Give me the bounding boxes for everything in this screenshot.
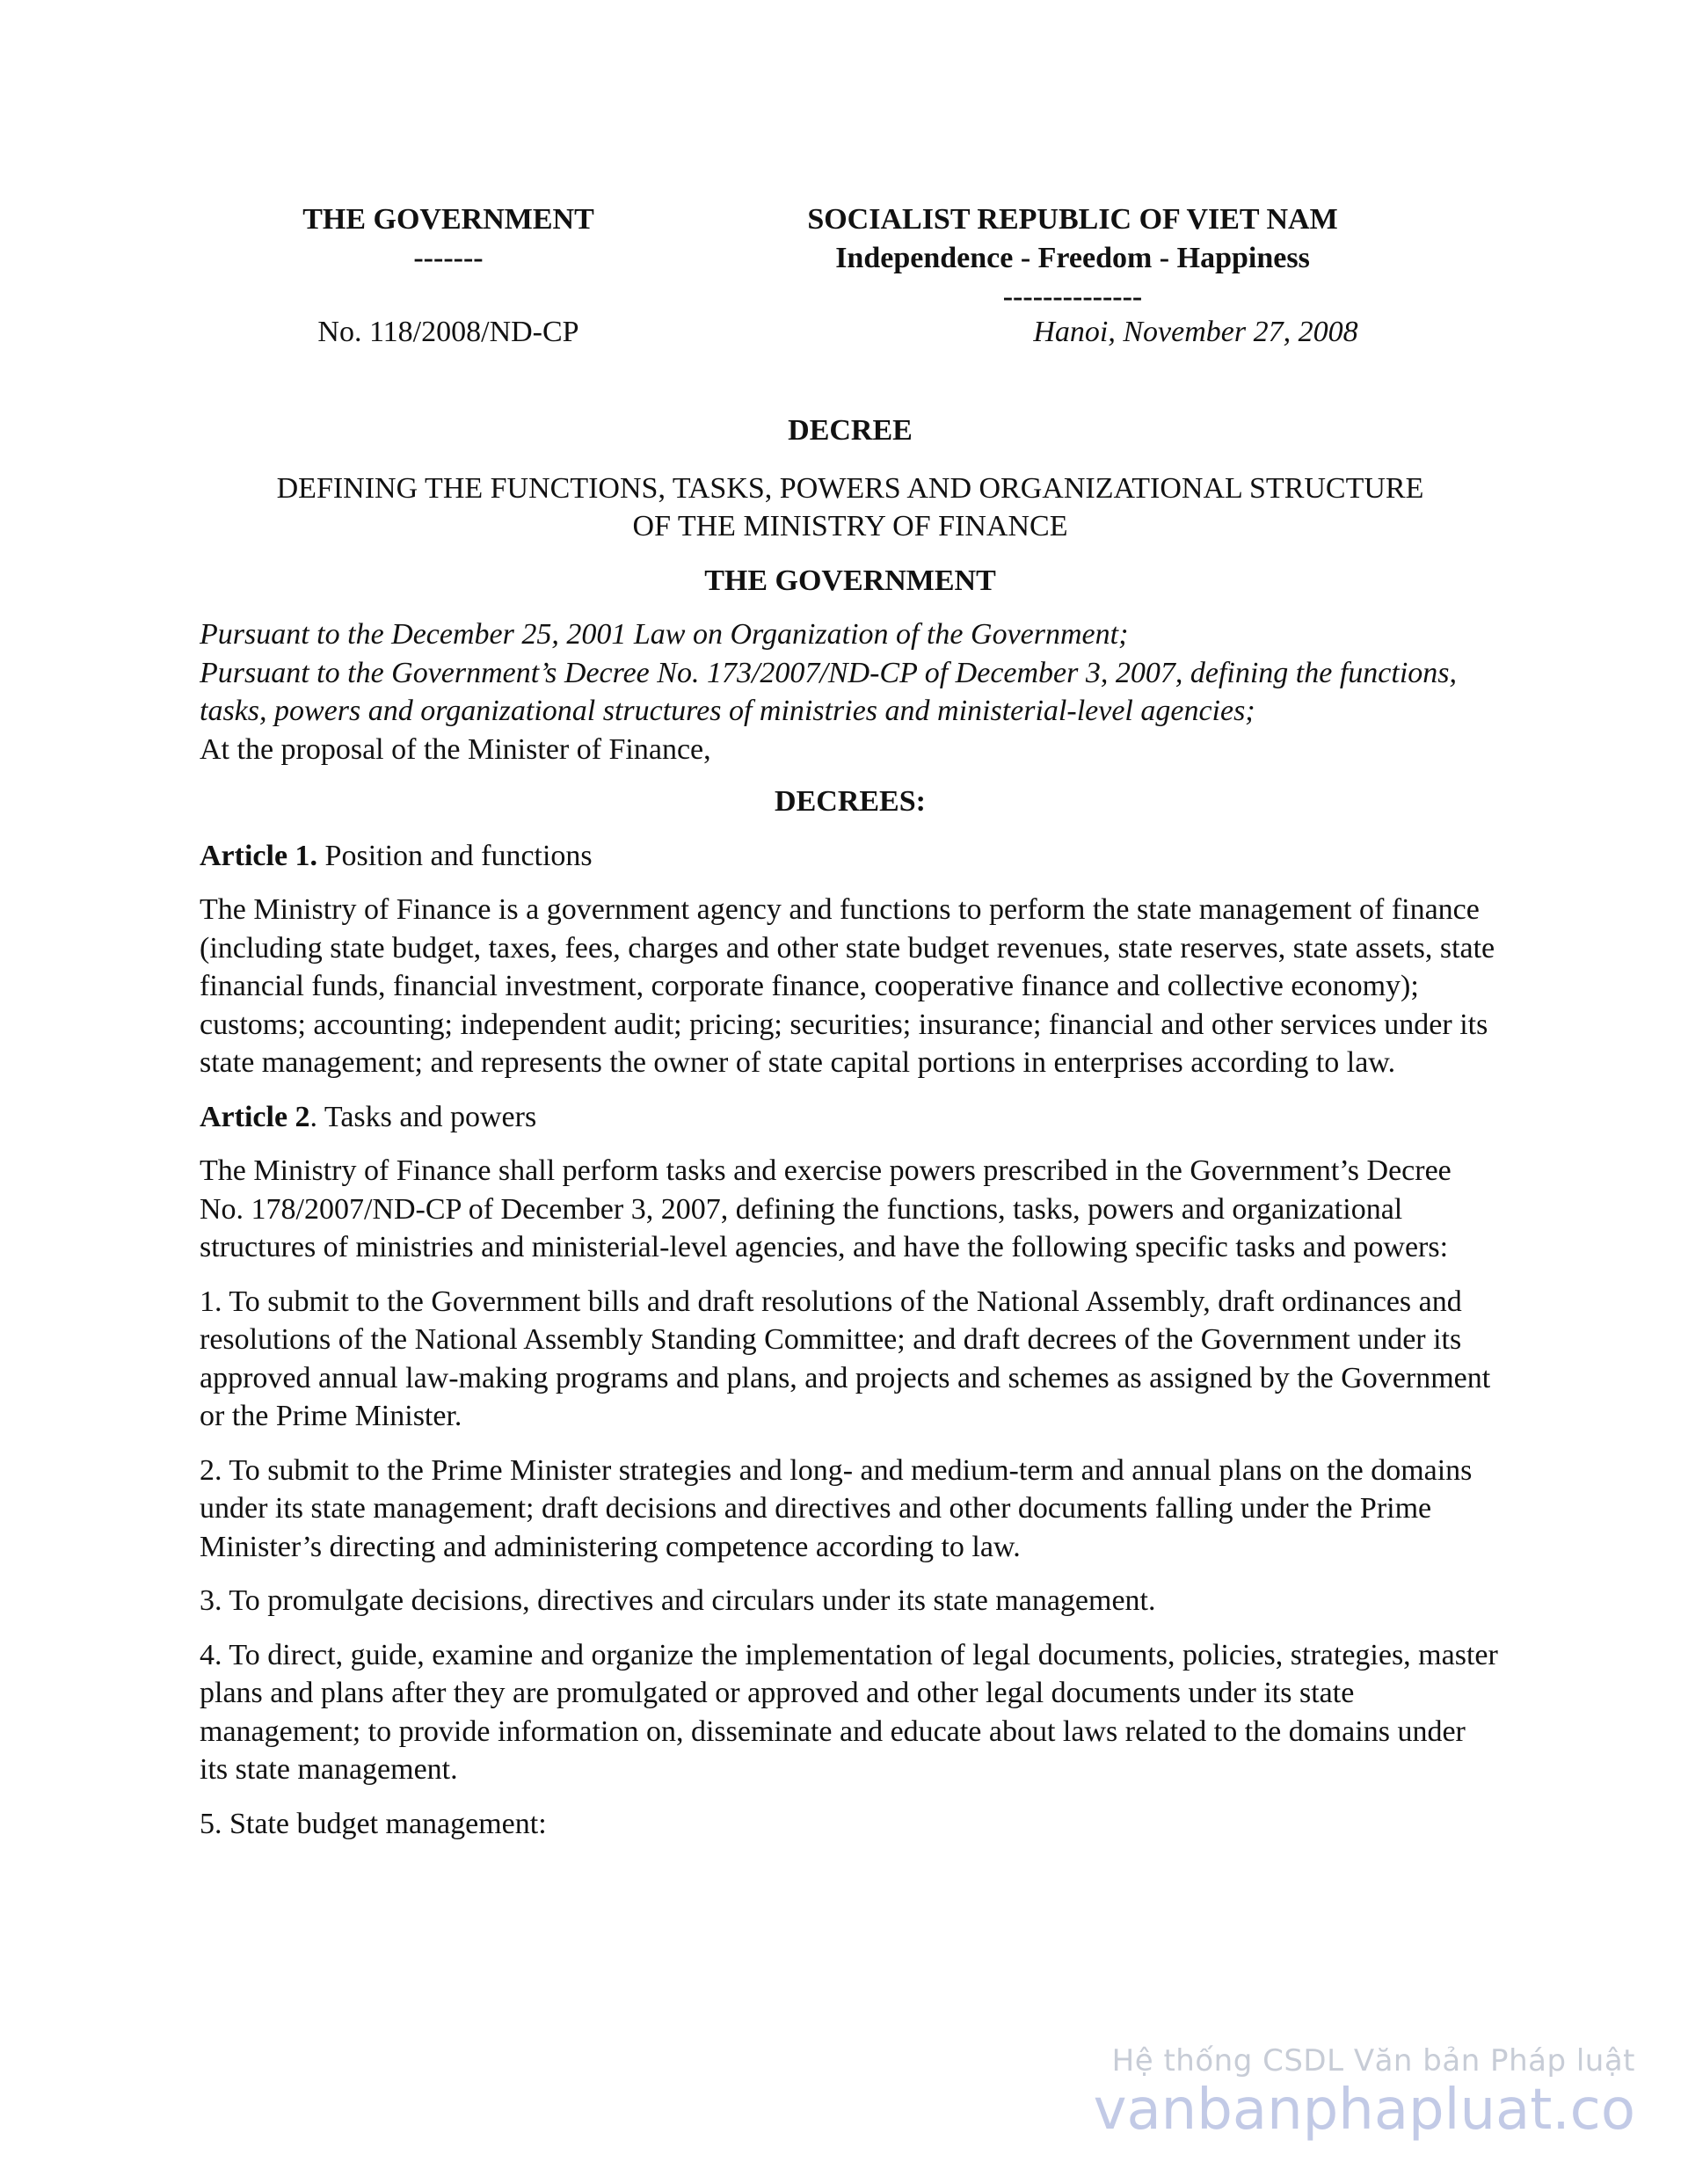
preamble-line: Pursuant to the December 25, 2001 Law on Organization of the Government; bbox=[200, 618, 1129, 651]
list-item: 5. State budget management: bbox=[200, 1807, 547, 1840]
document-date: Hanoi, November 27, 2008 bbox=[1033, 316, 1358, 348]
decree-subtitle-line1: DEFINING THE FUNCTIONS, TASKS, POWERS AND ORGANIZATIONAL STRUCTURE bbox=[276, 471, 1424, 505]
document-header bbox=[0, 200, 1688, 368]
article-2-text: The Ministry of Finance shall perform tasks and exercise powers prescribed in the Government’s Decree No. 178/2007/ND-CP of December 3, 2007, defining the functions, tasks, powers and organizational structures of ministries and ministerial-level agencies, and have the following specific tasks and powers: bbox=[200, 1154, 1452, 1263]
list-item: 1. To submit to the Government bills and draft resolutions of the National Assembly, draft ordinances and resolutions of the National Assembly Standing Committee; and draft decrees of the Government under its approved annual law-making programs and plans, and projects and schemes as assigned by the Government or the Prime Minister. bbox=[200, 1285, 1491, 1432]
issuer-separator: ------- bbox=[413, 242, 484, 274]
decree-issuer: THE GOVERNMENT bbox=[704, 564, 996, 597]
document-body bbox=[200, 411, 1501, 1859]
article-2-title: . Tasks and powers bbox=[309, 1100, 537, 1133]
article-1-heading bbox=[200, 837, 1501, 876]
watermark-domain: vanbanphapluat.co bbox=[1093, 2078, 1635, 2143]
proposal-line: At the proposal of the Minister of Finance, bbox=[200, 732, 711, 766]
article-2-heading bbox=[200, 1098, 1501, 1137]
document-number: No. 118/2008/ND-CP bbox=[317, 316, 579, 348]
article-1-title: Position and functions bbox=[317, 839, 593, 872]
list-item: 2. To submit to the Prime Minister strategies and long- and medium-term and annual plans on the domains under its state management; draft decisions and directives and other documents falling under the Prime Minister’s directing and administering competence according to law. bbox=[200, 1453, 1473, 1563]
article-1-label: Article 1. bbox=[200, 839, 318, 872]
decree-subtitle-line2: OF THE MINISTRY OF FINANCE bbox=[632, 510, 1068, 542]
issuer-title: THE GOVERNMENT bbox=[302, 203, 594, 236]
decree-title: DECREE bbox=[788, 414, 913, 447]
issuer-block bbox=[264, 200, 633, 278]
national-separator: -------------- bbox=[1002, 280, 1143, 313]
national-title-block bbox=[721, 200, 1424, 317]
site-watermark bbox=[1073, 2043, 1635, 2142]
article-2-label: Article 2 bbox=[200, 1100, 310, 1133]
preamble-line: Pursuant to the Government’s Decree No. 173/2007/ND-CP of December 3, 2007, defining the functions, tasks, powers and organizational structures of ministries and ministerial-level agencies; bbox=[200, 656, 1458, 727]
watermark-tagline: Hệ thống CSDL Văn bản Pháp luật bbox=[1111, 2043, 1635, 2078]
decrees-heading: DECREES: bbox=[775, 785, 926, 818]
national-motto: Independence - Freedom - Happiness bbox=[835, 242, 1310, 274]
decree-subtitle bbox=[200, 470, 1501, 546]
list-item: 4. To direct, guide, examine and organize the implementation of legal documents, policies, strategies, master plans and plans after they are promulgated or approved and other legal documents under its state management; to provide information on, disseminate and educate about laws related to the domains under its state management. bbox=[200, 1638, 1498, 1786]
list-item: 3. To promulgate decisions, directives and circulars under its state management. bbox=[200, 1584, 1156, 1617]
national-title: SOCIALIST REPUBLIC OF VIET NAM bbox=[807, 203, 1338, 236]
article-1-text: The Ministry of Finance is a government agency and functions to perform the state management of finance (including state budget, taxes, fees, charges and other state budget revenues, state reserves, state assets, state financial funds, financial investment, corporate finance, cooperative finance and collective economy); customs; accounting; independent audit; pricing; securities; insurance; financial and other services under its state management; and represents the owner of state capital portions in enterprises according to law. bbox=[200, 893, 1495, 1079]
preamble bbox=[200, 615, 1501, 768]
